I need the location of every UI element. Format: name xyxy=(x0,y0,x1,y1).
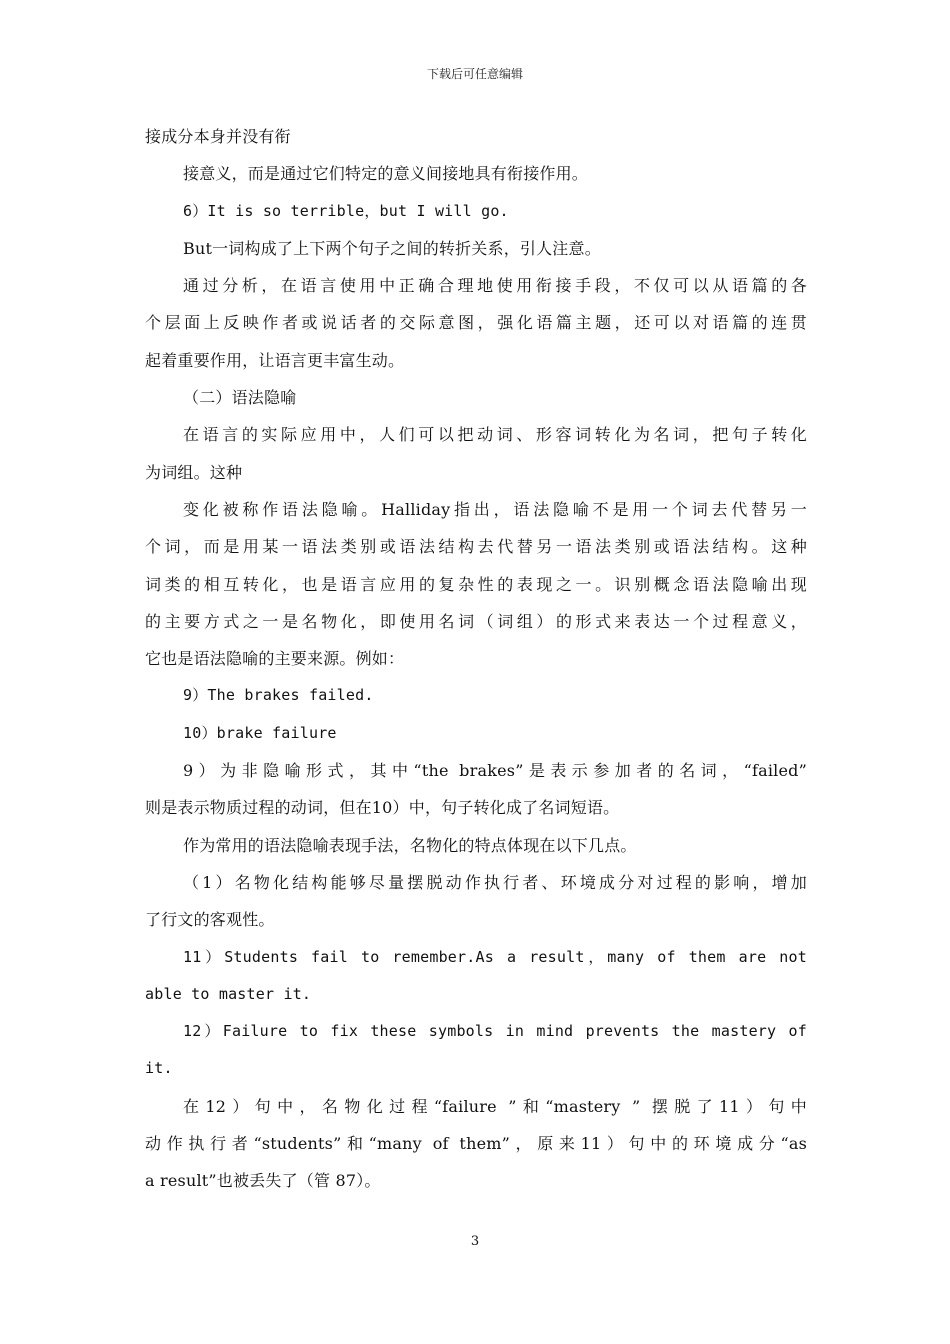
text-line: 在12）句中，名物化过程“failure ”和“mastery ” 摆脱了11）句中 xyxy=(183,1096,807,1116)
text-line: （二）语法隐喻 xyxy=(183,388,297,408)
text-line: 起着重要作用，让语言更丰富生动。 xyxy=(145,350,405,370)
text-line: 6）It is so terrible，but I will go. xyxy=(183,201,509,220)
page-number: 3 xyxy=(470,1234,480,1249)
text-line: （1）名物化结构能够尽量摆脱动作执行者、环境成分对过程的影响，增加 xyxy=(183,872,807,892)
text-line: 作为常用的语法隐喻表现手法，名物化的特点体现在以下几点。 xyxy=(183,835,637,855)
text-line: 个词，而是用某一语法类别或语法结构去代替另一语法类别或语法结构。这种 xyxy=(145,537,807,557)
text-line: 12）Failure to fix these symbols in mind prevents the mastery of xyxy=(183,1022,807,1041)
text-line: 接意义，而是通过它们特定的意义间接地具有衔接作用。 xyxy=(183,164,589,184)
text-line: 接成分本身并没有衔 xyxy=(145,127,291,146)
text-line: 词类的相互转化，也是语言应用的复杂性的表现之一。识别概念语法隐喻出现 xyxy=(145,574,807,594)
text-line: a result”也被丢失了（管 87）。 xyxy=(145,1171,381,1191)
document-body xyxy=(145,118,807,1200)
text-line: 的主要方式之一是名物化，即使用名词（词组）的形式来表达一个过程意义， xyxy=(145,611,807,631)
text-line: 则是表示物质过程的动词，但在10）中，句子转化成了名词短语。 xyxy=(145,798,620,818)
text-line: 为词组。这种 xyxy=(145,462,243,482)
text-line: it. xyxy=(145,1059,173,1078)
page-header: 下载后可任意编辑 xyxy=(426,67,523,81)
text-line: 了行文的客观性。 xyxy=(145,910,275,930)
text-line: 它也是语法隐喻的主要来源。例如： xyxy=(145,649,405,669)
text-line: 10）brake failure xyxy=(183,723,337,742)
text-line: But一词构成了上下两个句子之间的转折关系，引人注意。 xyxy=(183,238,601,258)
text-line: 变化被称作语法隐喻。Halliday指出，语法隐喻不是用一个词去代替另一 xyxy=(183,499,807,519)
text-line: 个层面上反映作者或说话者的交际意图，强化语篇主题，还可以对语篇的连贯 xyxy=(145,313,807,333)
text-line: 在语言的实际应用中，人们可以把动词、形容词转化为名词，把句子转化 xyxy=(183,425,807,445)
text-line: 9）The brakes failed. xyxy=(183,686,374,705)
text-line: 11）Students fail to remember.As a result，many of them are not xyxy=(183,947,807,966)
text-line: 动作执行者“students”和“many of them”，原来11）句中的环境成分“as xyxy=(145,1134,807,1154)
text-line: able to master it. xyxy=(145,984,312,1003)
text-line: 通过分析，在语言使用中正确合理地使用衔接手段，不仅可以从语篇的各 xyxy=(183,276,807,296)
text-line: 9）为非隐喻形式，其中“the brakes”是表示参加者的名词，“failed” xyxy=(183,761,807,781)
